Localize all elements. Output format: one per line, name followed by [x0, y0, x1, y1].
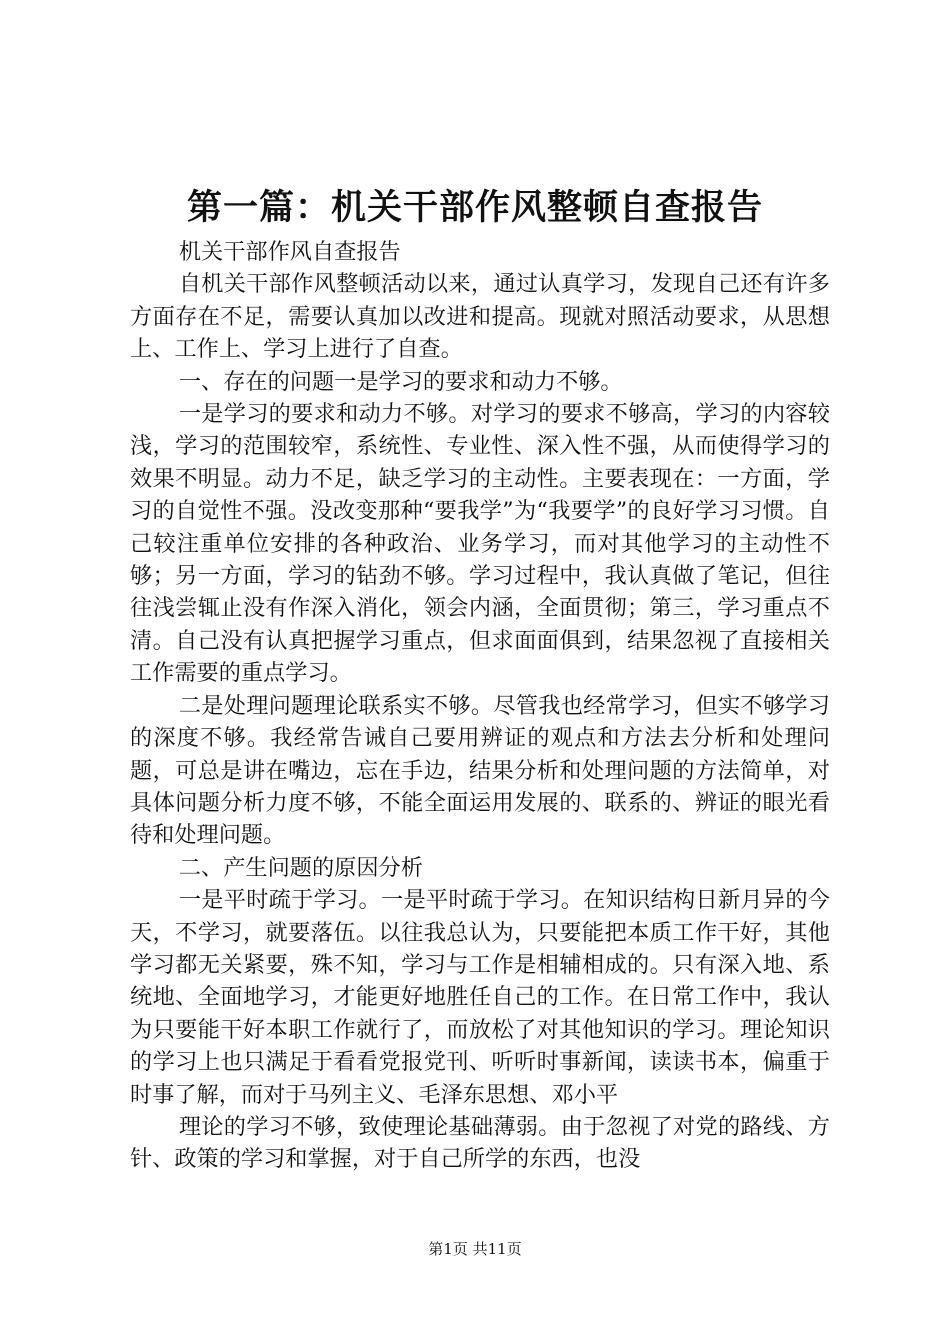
paragraph-problem-one: 一是学习的要求和动力不够。对学习的要求不够高，学习的内容较浅，学习的范围较窄，系统性、专业性、深入性不强，从而使得学习的效果不明显。动力不足，缺乏学习的主动性。主要表现在：一方面，学习的自觉性不强。没改变那种“要我学”为“我要学”的良好学习习惯。自己较注重单位安排的各种政治、业务学习，而对其他学习的主动性不够；另一方面，学习的钻劲不够。学习过程中，我认真做了笔记，但往往浅尝辄止没有作深入消化，领会内涵，全面贯彻；第三，学习重点不清。自己没有认真把握学习重点，但求面面俱到，结果忽视了直接相关工作需要的重点学习。: [130, 401, 830, 687]
section-heading-problems: 一、存在的问题一是学习的要求和动力不够。: [178, 368, 623, 395]
paragraph-cause-one-continued: 理论的学习不够，致使理论基础薄弱。由于忽视了对党的路线、方针、政策的学习和掌握，对于自己所学的东西，也没: [130, 1113, 830, 1173]
section-heading-causes: 二、产生问题的原因分析: [178, 854, 423, 881]
paragraph-intro: 自机关干部作风整顿活动以来，通过认真学习，发现自己还有许多方面存在不足，需要认真加以改进和提高。现就对照活动要求，从思想上、工作上、学习上进行了自查。: [130, 271, 830, 363]
document-body: [130, 236, 830, 1176]
paragraph-subtitle: 机关干部作风自查报告: [178, 239, 401, 265]
document-title: 第一篇：机关干部作风整顿自查报告: [186, 187, 763, 228]
paragraph-problem-two: 二是处理问题理论联系实不够。尽管我也经常学习，但实不够学习的深度不够。我经常告诫自己要用辨证的观点和方法去分析和处理问题，可总是讲在嘴边，忘在手边，结果分析和处理问题的方法简单，对具体问题分析力度不够，不能全面运用发展的、联系的、辨证的眼光看待和处理问题。: [130, 692, 830, 849]
page-footer: 第1页 共11页: [428, 1240, 522, 1258]
paragraph-cause-one: 一是平时疏于学习。一是平时疏于学习。在知识结构日新月异的今天，不学习，就要落伍。以往我总认为，只要能把本质工作干好，其他学习都无关紧要，殊不知，学习与工作是相辅相成的。只有深入地、系统地、全面地学习，才能更好地胜任自己的工作。在日常工作中，我认为只要能干好本职工作就行了，而放松了对其他知识的学习。理论知识的学习上也只满足于看看党报党刊、听听时事新闻，读读书本，偏重于时事了解，而对于马列主义、毛泽东思想、邓小平: [130, 887, 830, 1108]
